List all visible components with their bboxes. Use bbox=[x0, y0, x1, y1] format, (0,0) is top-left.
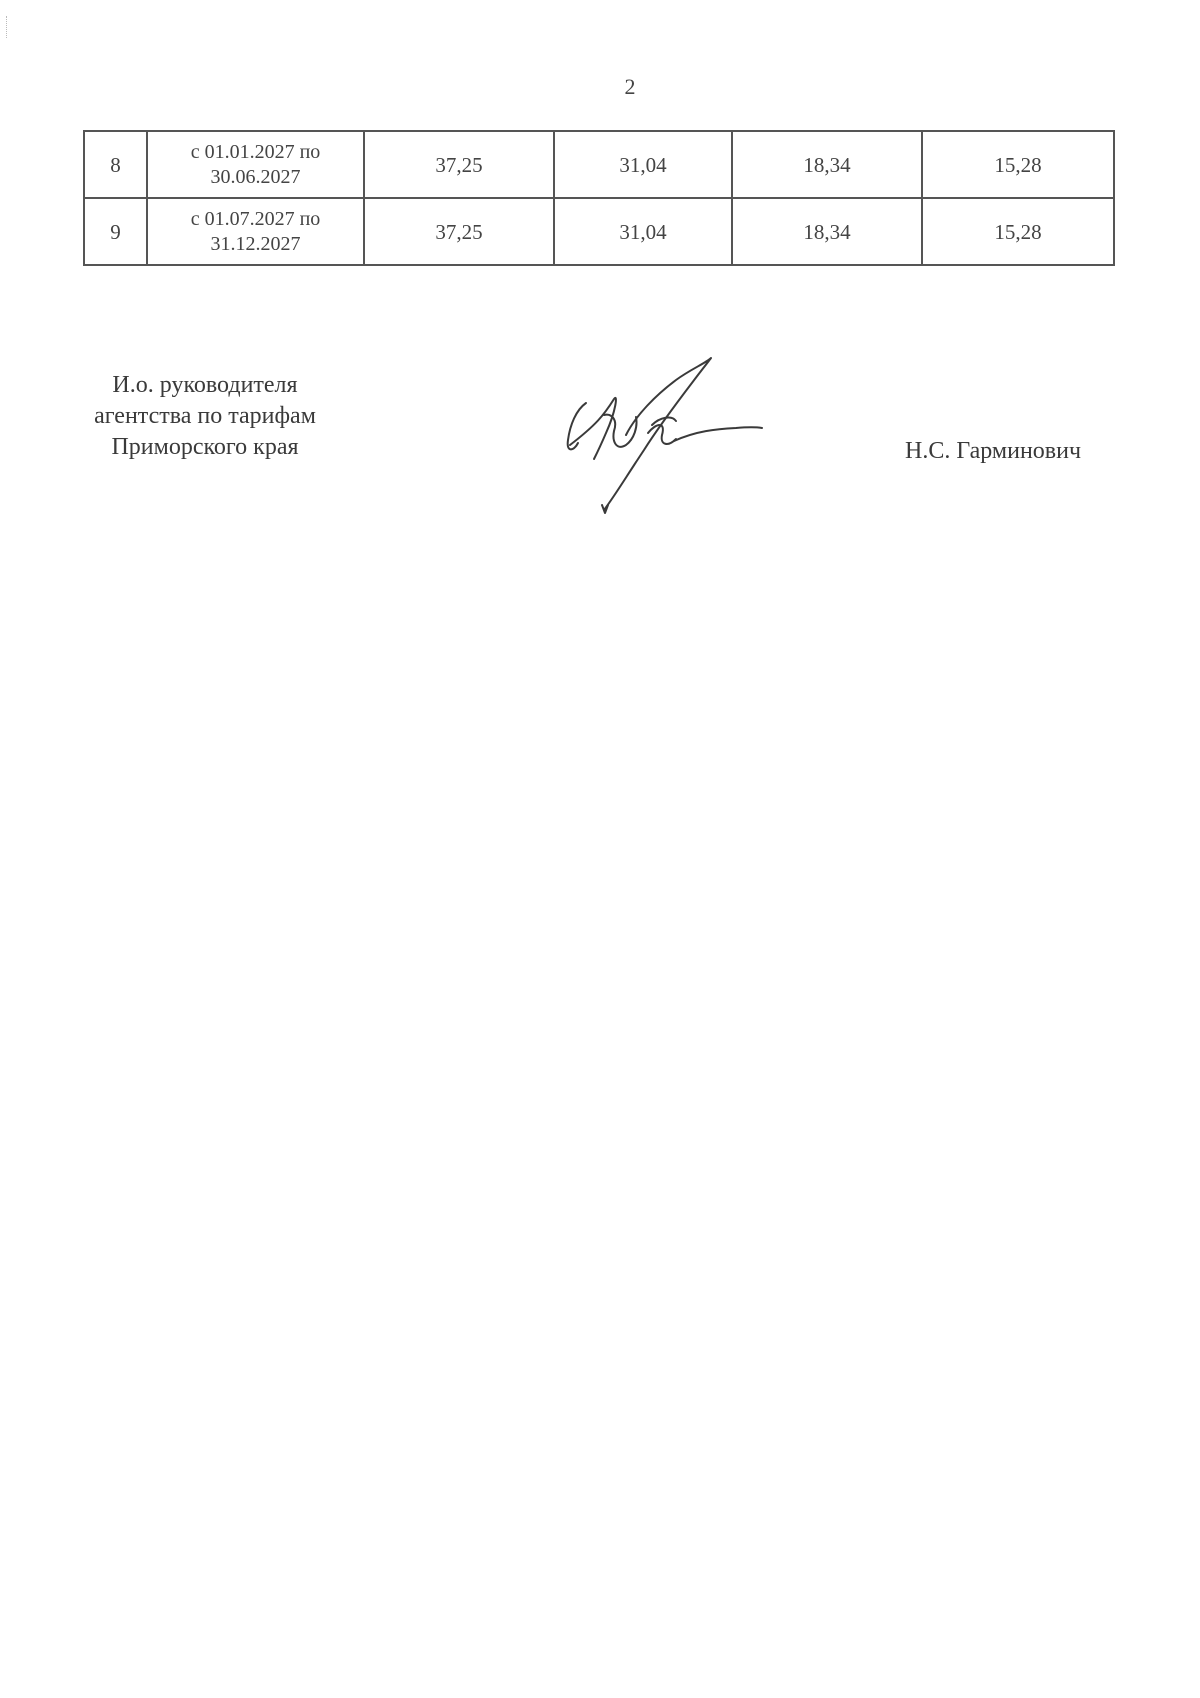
table-row bbox=[84, 198, 1114, 265]
table-row bbox=[84, 131, 1114, 198]
period-start: с 01.01.2027 по bbox=[190, 140, 321, 163]
value-cell-3: 18,34 bbox=[732, 131, 922, 198]
period-end: 30.06.2027 bbox=[210, 165, 301, 188]
signer-position-line-2: агентства по тарифам bbox=[94, 403, 316, 429]
value-cell-2: 31,04 bbox=[554, 198, 732, 265]
signer-position-line-1: И.о. руководителя bbox=[112, 372, 298, 398]
value-cell-1: 37,25 bbox=[364, 198, 554, 265]
value-cell-2: 31,04 bbox=[554, 131, 732, 198]
handwritten-signature bbox=[556, 355, 766, 515]
signer-position-line-3: Приморского края bbox=[111, 434, 299, 460]
signer-position bbox=[60, 370, 350, 463]
margin-mark bbox=[6, 16, 9, 38]
period-end: 31.12.2027 bbox=[210, 232, 301, 255]
period-cell bbox=[147, 198, 364, 265]
tariff-table bbox=[83, 130, 1115, 266]
signer-name: Н.С. Гарминович bbox=[905, 438, 1082, 464]
value-cell-3: 18,34 bbox=[732, 198, 922, 265]
value-cell-1: 37,25 bbox=[364, 131, 554, 198]
value-cell-4: 15,28 bbox=[922, 198, 1114, 265]
row-number: 8 bbox=[84, 131, 147, 198]
period-cell bbox=[147, 131, 364, 198]
value-cell-4: 15,28 bbox=[922, 131, 1114, 198]
row-number: 9 bbox=[84, 198, 147, 265]
period-start: с 01.07.2027 по bbox=[190, 207, 321, 230]
page-number: 2 bbox=[624, 74, 636, 99]
